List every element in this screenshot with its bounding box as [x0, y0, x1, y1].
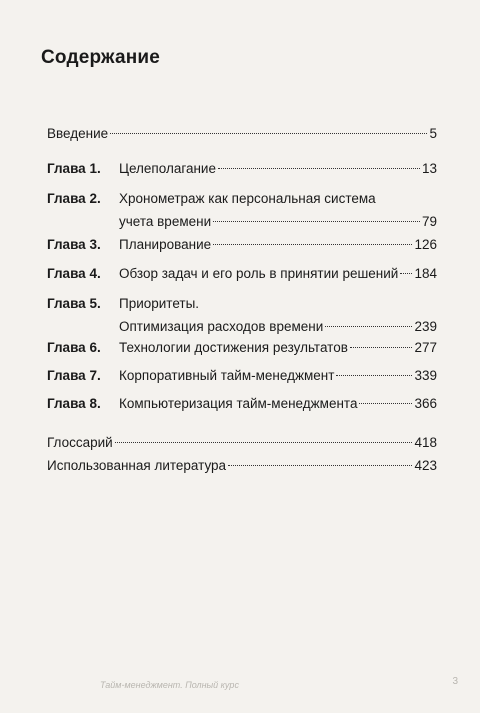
dot-leader — [228, 465, 412, 466]
page-number: 366 — [414, 396, 437, 411]
entry-title: Обзор задач и его роль в принятии решений — [119, 266, 399, 281]
entry-title: Глоссарий — [47, 435, 113, 450]
dot-leader — [359, 403, 412, 404]
page-number: 13 — [421, 161, 437, 176]
running-footer: Тайм-менеджмент. Полный курс — [100, 680, 239, 690]
chapter-label: Глава 3. — [47, 237, 101, 252]
chapter-label: Глава 4. — [47, 266, 101, 281]
chapter-label: Глава 2. — [47, 191, 101, 206]
page-number: 339 — [414, 368, 437, 383]
entry-title: Введение — [47, 126, 109, 141]
dot-leader — [400, 273, 412, 274]
page-number: 126 — [414, 237, 437, 252]
entry-title: Использованная литература — [47, 458, 227, 473]
entry-title: Целеполагание — [119, 161, 216, 176]
dot-leader — [350, 347, 413, 348]
dot-leader — [115, 442, 413, 443]
chapter-label: Глава 1. — [47, 161, 101, 176]
page-number: 184 — [414, 266, 437, 281]
page-number: 5 — [429, 126, 437, 141]
page-number: 418 — [414, 435, 437, 450]
entry-title-line-2: Оптимизация расходов времени — [119, 319, 324, 334]
entry-title-line-1: Приоритеты. — [119, 296, 200, 311]
dot-leader — [110, 133, 427, 134]
chapter-label: Глава 5. — [47, 296, 101, 311]
page-folio: 3 — [452, 676, 458, 687]
chapter-label: Глава 8. — [47, 396, 101, 411]
dot-leader — [325, 326, 412, 327]
page-title: Содержание — [41, 47, 161, 68]
entry-title: Технологии достижения результатов — [119, 340, 348, 355]
dot-leader — [336, 375, 412, 376]
dot-leader — [213, 244, 412, 245]
chapter-label: Глава 6. — [47, 340, 101, 355]
dot-leader — [218, 168, 420, 169]
entry-title-line-2: учета времени — [119, 214, 212, 229]
page-number: 277 — [414, 340, 437, 355]
entry-title: Компьютеризация тайм-менеджмента — [119, 396, 358, 411]
page-number: 239 — [414, 319, 437, 334]
chapter-label: Глава 7. — [47, 368, 101, 383]
entry-title: Корпоративный тайм-менеджмент — [119, 368, 335, 383]
entry-title: Планирование — [119, 237, 212, 252]
page-number: 79 — [421, 214, 437, 229]
dot-leader — [213, 221, 420, 222]
entry-title-line-1: Хронометраж как персональная система — [119, 191, 376, 206]
page-number: 423 — [414, 458, 437, 473]
